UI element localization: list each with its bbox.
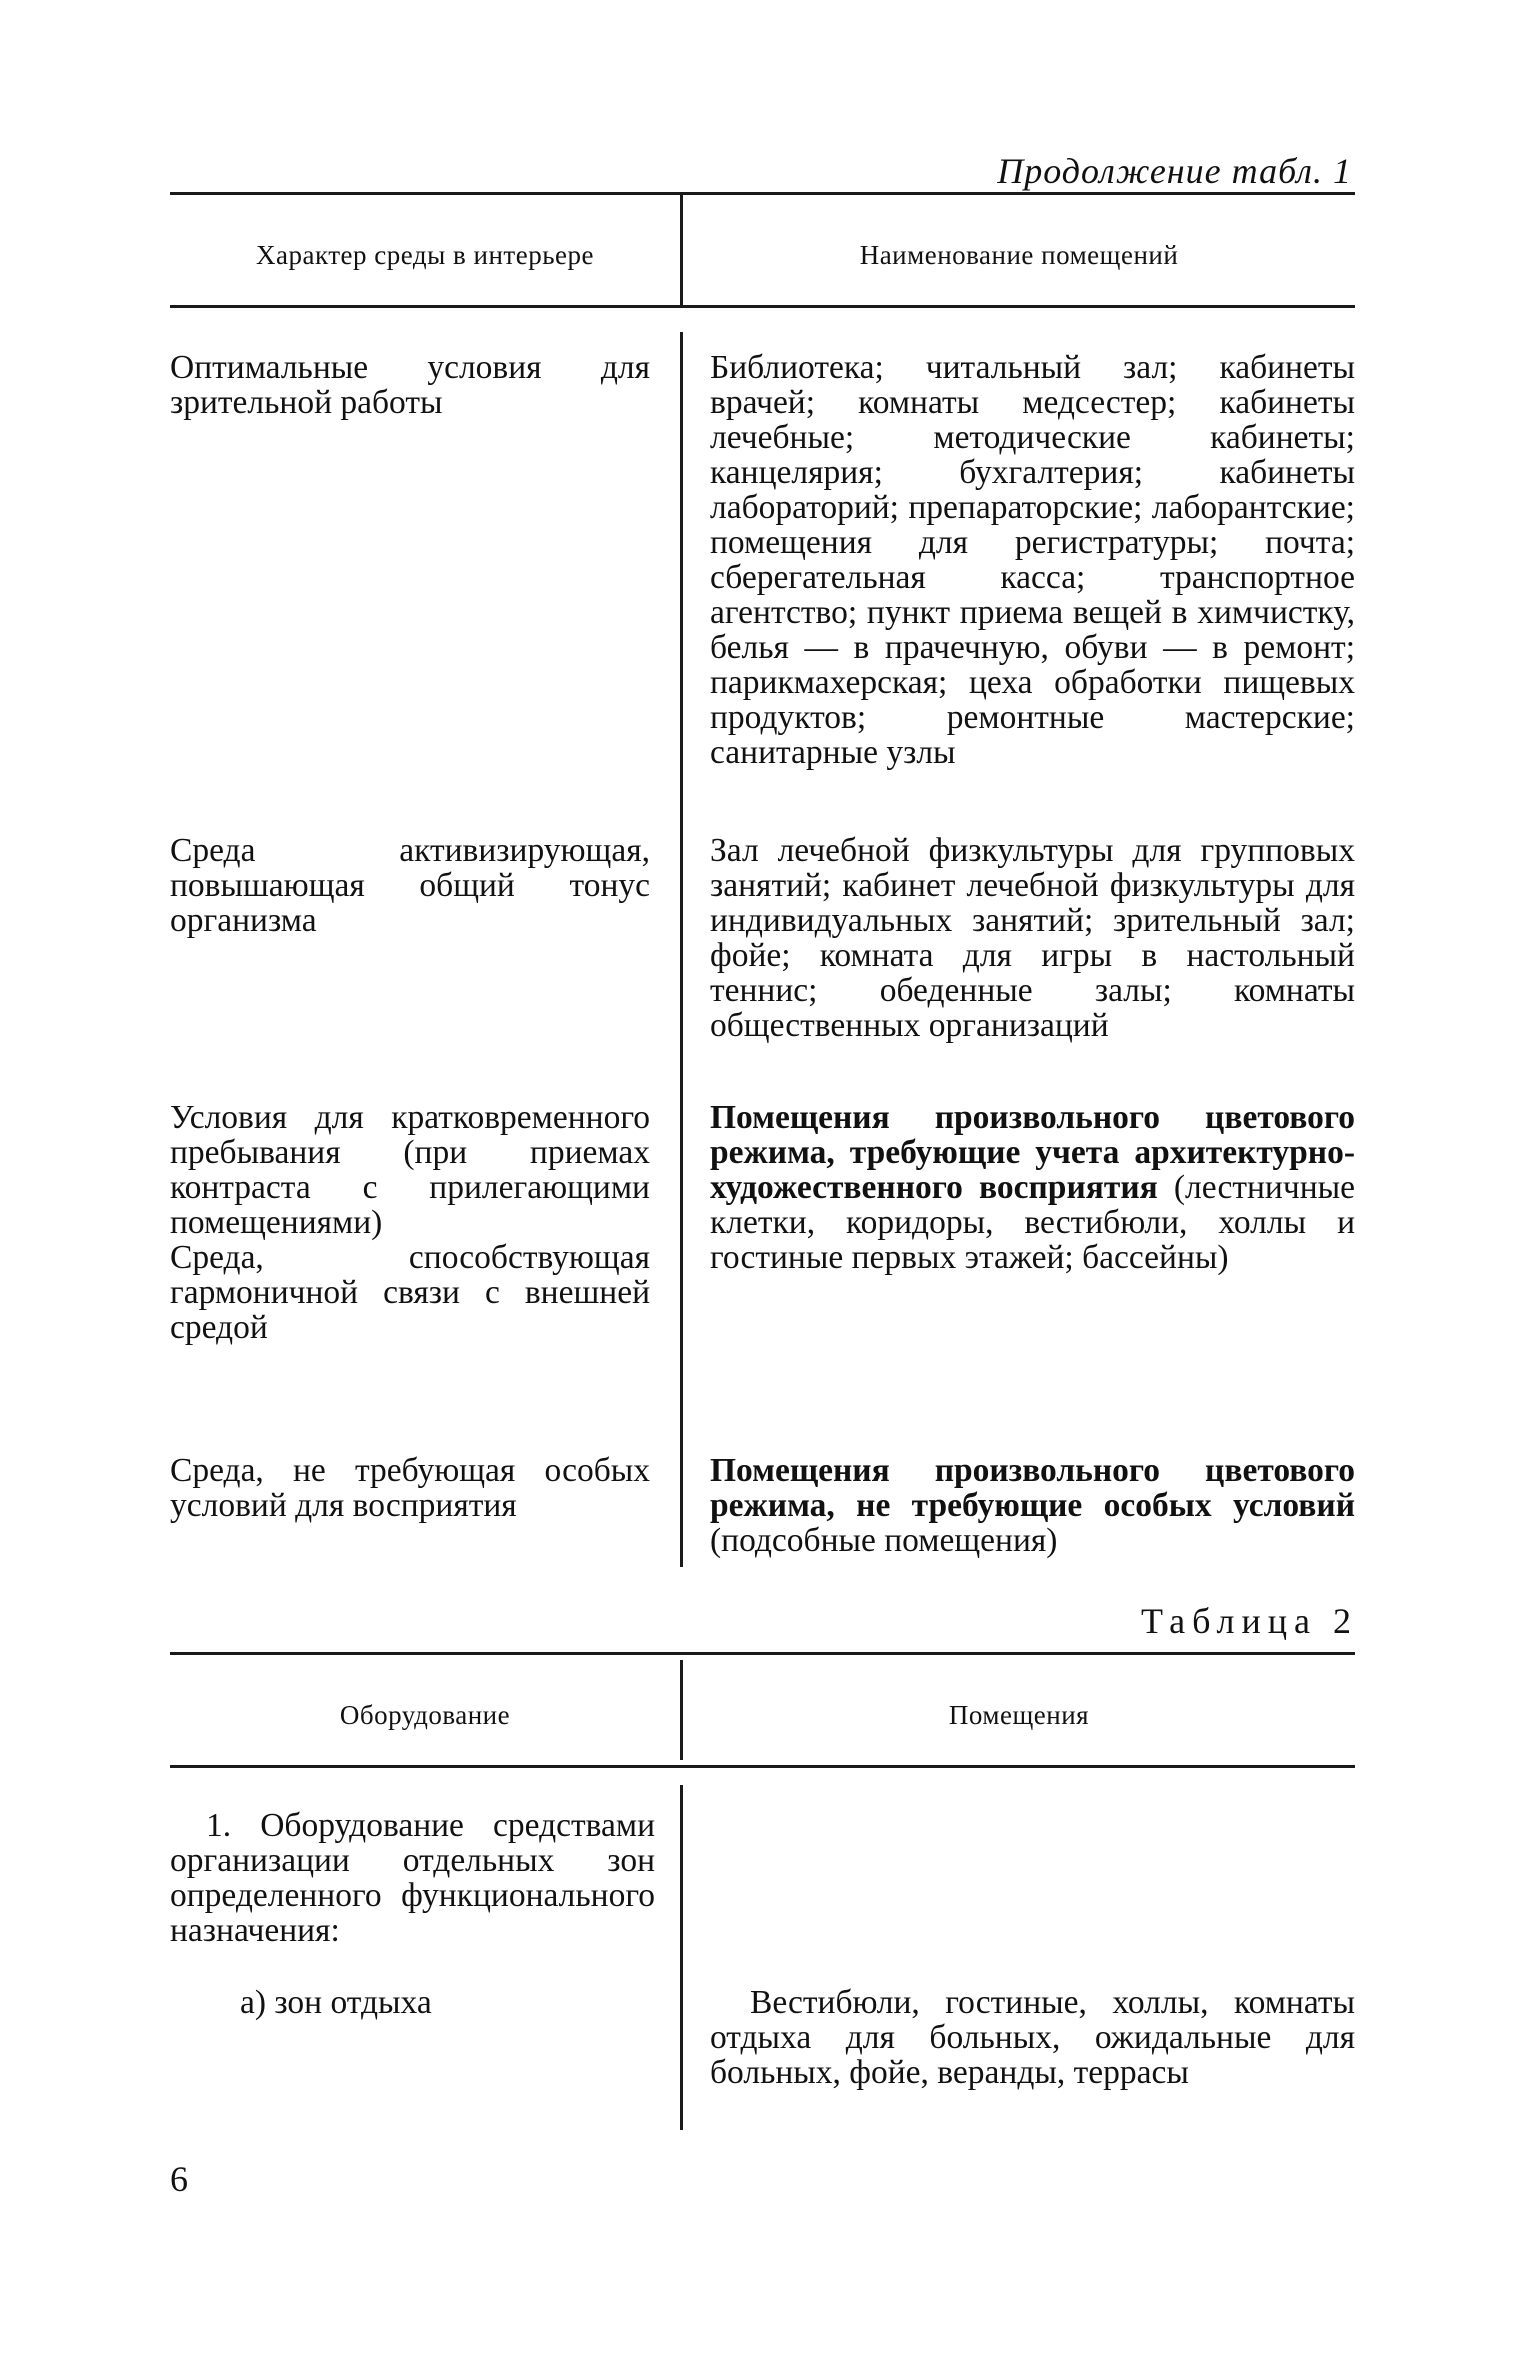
table1-row1-rooms bbox=[710, 350, 1355, 770]
table1-row4-rooms-bold: Помещения произвольного цветового режима, не требующие особых условий bbox=[710, 1452, 1355, 1524]
table1-row4-rooms bbox=[710, 1453, 1355, 1558]
table1-row2-rooms-text: Зал лечебной физкультуры для групповых занятий; кабинет лечебной физкультуры для индивидуальных занятий; зрительный зал; фойе; комната для игры в настольный теннис; обеденные залы; комнаты общественных организаций bbox=[710, 832, 1355, 1044]
table1-row2-environment bbox=[170, 833, 650, 938]
table2-caption: Таблица 2 bbox=[1141, 1601, 1358, 1641]
table1-row4-environment-text: Среда, не требующая особых условий для восприятия bbox=[170, 1452, 650, 1524]
table1-row3-rooms bbox=[710, 1100, 1355, 1275]
table1-row3-rooms-bold: Помещения произвольного цветового режима, требующие учета архитектурно-художественного восприятия bbox=[710, 1099, 1355, 1206]
table1-row3-environment-2-text: Среда, способствующая гармоничной связи с внешней средой bbox=[170, 1239, 650, 1346]
table1-body-divider bbox=[680, 332, 683, 1567]
table1-row3-rooms-plain: (лестничные клетки, коридоры, вестибюли, холлы и гостиные первых этажей; бассейны) bbox=[710, 1169, 1355, 1276]
table1-row1-environment bbox=[170, 350, 650, 420]
table1-header-rule bbox=[170, 305, 1355, 308]
table1-row2-environment-text: Среда активизирующая, повышающая общий тонус организма bbox=[170, 832, 650, 939]
table2-header-col1: Оборудование bbox=[339, 1700, 511, 1730]
table1-row4-rooms-plain: (подсобные помещения) bbox=[710, 1522, 1058, 1559]
table2-item1 bbox=[170, 1808, 655, 1948]
table1-header-col1: Характер среды в интерьере bbox=[256, 240, 594, 270]
table1-row3-environment-2 bbox=[170, 1240, 650, 1345]
table2-header-col2: Помещения bbox=[948, 1700, 1090, 1730]
table2-item1a-label-text: а) зон отдыха bbox=[240, 1984, 432, 2021]
table2-item1a-label bbox=[240, 1985, 655, 2020]
table1-row4-environment bbox=[170, 1453, 650, 1523]
table1-row1-environment-text: Оптимальные условия для зрительной работы bbox=[170, 349, 650, 421]
table1-top-rule bbox=[170, 192, 1355, 195]
table2-item1-text: 1. Оборудование средствами организации отдельных зон определенного функционального назначения: bbox=[170, 1807, 655, 1949]
table1-header-col2: Наименование помещений bbox=[859, 240, 1179, 270]
table2-header-rule bbox=[170, 1765, 1355, 1768]
table2-top-rule bbox=[170, 1652, 1355, 1655]
table2-item1a-rooms bbox=[710, 1985, 1355, 2090]
table1-row3-environment-text: Условия для кратковременного пребывания (при приемах контраста с прилегающими помещениями) bbox=[170, 1099, 650, 1241]
table1-row2-rooms bbox=[710, 833, 1355, 1043]
table1-caption: Продолжение табл. 1 bbox=[997, 151, 1352, 191]
table1-row1-rooms-text: Библиотека; читальный зал; кабинеты врачей; комнаты медсестер; кабинеты лечебные; методические кабинеты; канцелярия; бухгалтерия; кабинеты лабораторий; препараторские; лаборантские; помещения для регистратуры; почта; сберегательная касса; транспортное агентство; пункт приема вещей в химчистку, белья — в прачечную, обуви — в ремонт; парикмахерская; цеха обработки пищевых продуктов; ремонтные мастерские; санитарные узлы bbox=[710, 349, 1355, 771]
table2-item1a-rooms-text: Вестибюли, гостиные, холлы, комнаты отдыха для больных, ожидальные для больных, фойе, веранды, террасы bbox=[710, 1984, 1355, 2091]
table1-row3-environment bbox=[170, 1100, 650, 1240]
page-number: 6 bbox=[170, 2159, 188, 2199]
table2-body-divider bbox=[680, 1785, 683, 2130]
